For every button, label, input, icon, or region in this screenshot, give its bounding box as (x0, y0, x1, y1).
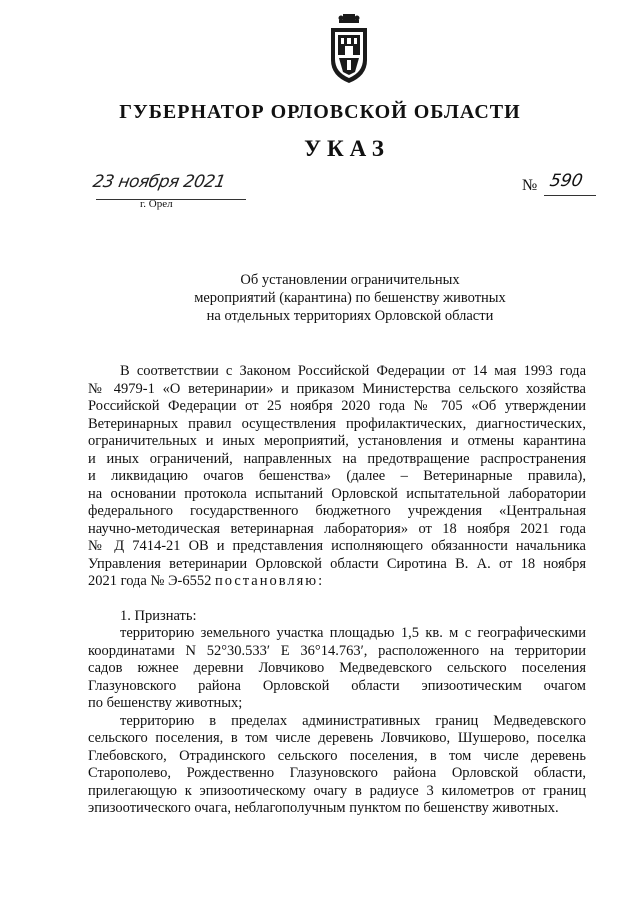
text-line: В соответствии с Законом Российской Федерации от 14 мая 1993 года (120, 363, 586, 379)
text-line: прилегающую к эпизоотическому очагу в радиусе 3 километров от границ (88, 782, 586, 799)
preamble-last-line: 2021 года № Э-6552 (88, 573, 212, 589)
text-line: на основании протокола испытаний Орловской испытательной лаборатории (88, 485, 586, 502)
preamble-paragraph (88, 363, 586, 591)
text-line: Российской Федерации от 25 ноября 2020 года № 705 «Об утверждении (88, 398, 586, 414)
text-line: № Д 7414-21 ОВ и представления исполняющего обязанности начальника (88, 538, 586, 554)
text-line: и иных ограничений, направленных на предотвращение распространения (88, 450, 586, 467)
governor-title: ГУБЕРНАТОР ОРЛОВСКОЙ ОБЛАСТИ (119, 101, 521, 123)
text-line: сельского поселения, в том числе деревень Ловчиково, Шушерово, поселка (88, 730, 586, 746)
decree-date: 23 ноября 2021 (91, 172, 227, 192)
text-line: Ветеринарных правил осуществления профилактических, диагностических, (88, 415, 586, 432)
text-line: территорию в пределах административных границ Медведевского (120, 712, 586, 729)
section-heading: 1. Признать: (120, 607, 197, 624)
section-1 (88, 608, 586, 818)
text-line: Старополево, Рождественно Глазуновского района Орловской области, (88, 765, 586, 781)
text-line: садов южнее деревни Ловчиково Медведевского сельского поселения (88, 660, 586, 676)
text-line: территорию земельного участка площадью 1,5 кв. м с географическими (120, 625, 586, 641)
text-line: Управления ветеринарии Орловской области Сиротина В. А. от 18 ноября (88, 555, 586, 572)
subject-line: на отдельных территориях Орловской области (206, 308, 494, 324)
text-line: эпизоотического очага, неблагополучным пунктом по бешенству животных. (88, 800, 559, 816)
subject-line: Об установлении ограничительных (240, 272, 460, 288)
decree-number: 590 (548, 171, 585, 191)
resolution-word: постановляю: (214, 573, 325, 589)
decree-subject (0, 271, 640, 325)
text-line: Глебовского, Отрадинского сельского поселения, в том числе деревень (88, 747, 586, 764)
text-line: по бешенству животных; (88, 695, 243, 711)
text-line: федерального государственного бюджетного учреждения «Центральная (88, 503, 586, 519)
text-line: № 4979-1 «О ветеринарии» и приказом Министерства сельского хозяйства (88, 380, 586, 397)
text-line: научно-методическая ветеринарная лаборатория» от 18 ноября 2021 года (88, 520, 586, 537)
decree-title: УКАЗ (304, 136, 390, 161)
text-line: ограничительных и иных мероприятий, установления и отмены карантина (88, 433, 586, 449)
number-underline (544, 195, 596, 196)
decree-number-label: № (522, 177, 538, 194)
decree-body (88, 363, 586, 818)
text-line: Глазуновского района Орловской области эпизоотическим очагом (88, 677, 586, 694)
subject-line: мероприятий (карантина) по бешенству животных (194, 290, 506, 306)
text-line: координатами N 52°30.533′ E 36°14.763′, расположенного на территории (88, 642, 586, 659)
text-line (88, 573, 586, 591)
text-line: и ликвидацию очагов бешенства» (далее – Ветеринарные правила), (88, 468, 586, 484)
coat-of-arms-emblem (325, 14, 373, 84)
decree-city: г. Орел (140, 198, 173, 210)
